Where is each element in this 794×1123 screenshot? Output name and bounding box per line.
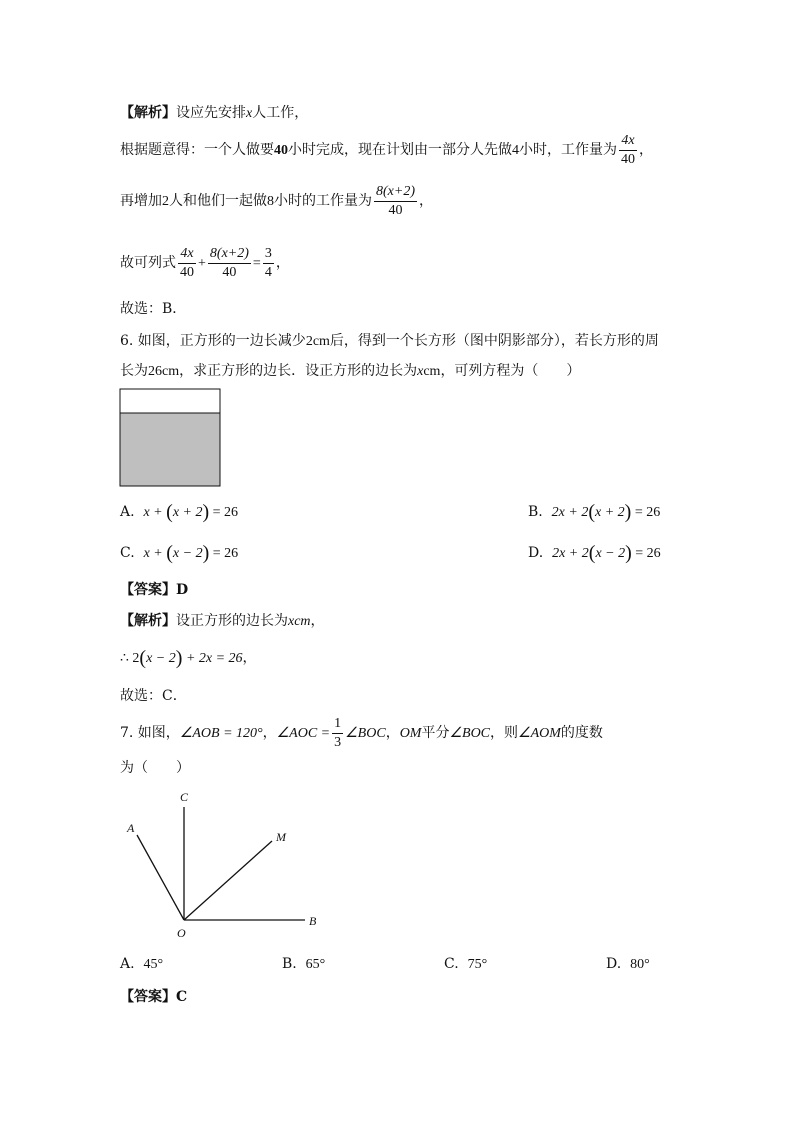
q6-square-figure bbox=[119, 388, 223, 490]
ray-om bbox=[184, 841, 272, 920]
fraction-one-third: $\frac{1}{3}$ bbox=[334, 715, 342, 750]
label-a: A bbox=[127, 821, 135, 835]
label-b: B bbox=[309, 914, 317, 928]
sol5-line1: 【解析】设应先安排x人工作， bbox=[120, 105, 309, 121]
q7-option-b[interactable]: B. 65° bbox=[282, 956, 326, 972]
q6-stem-line2: 长为26cm，求正方形的边长．设正方形的边长为xcm，可列方程为（ ） bbox=[120, 363, 581, 379]
shaded-rectangle bbox=[120, 413, 220, 486]
sol5-line2: 根据题意得：一个人做要40小时完成，现在计划由一部分人先做4小时，工作量为 $\frac{4x}{40}$ ， bbox=[120, 132, 653, 167]
sol5-line3: 再增加2人和他们一起做8小时的工作量为 $\frac{8(x+2)}{40}$ ， bbox=[120, 183, 433, 218]
q7-option-a[interactable]: A. 45° bbox=[120, 956, 164, 972]
q6-solution-line2: ∴ 2(x − 2) + 2x = 26， bbox=[120, 647, 257, 669]
label-c: C bbox=[180, 790, 189, 804]
q7-option-c[interactable]: C. 75° bbox=[444, 956, 488, 972]
q6-option-a[interactable]: A. x + (x + 2) = 26 bbox=[120, 501, 239, 523]
label-o: O bbox=[177, 926, 186, 940]
q6-answer: 【答案】D bbox=[120, 582, 189, 598]
q7-stem-line2: 为（ ） bbox=[120, 760, 190, 776]
label-m: M bbox=[276, 830, 286, 844]
q6-option-d[interactable]: D. 2x + 2(x − 2) = 26 bbox=[528, 542, 661, 564]
q6-stem-line1: 6. 如图，正方形的一边长减少2cm后，得到一个长方形（图中阴影部分），若长方形的周 bbox=[120, 333, 659, 349]
q6-solution-line1: 【解析】设正方形的边长为xcm， bbox=[120, 613, 325, 629]
sol5-equation: 故可列式 $\frac{4x}{40}$ + $\frac{8(x+2)}{40}$ = $\frac{3}{4}$ ， bbox=[120, 245, 290, 280]
q7-option-d[interactable]: D. 80° bbox=[606, 956, 650, 972]
q6-option-b[interactable]: B. 2x + 2(x + 2) = 26 bbox=[528, 501, 661, 523]
q6-option-c[interactable]: C. x + (x − 2) = 26 bbox=[120, 542, 239, 564]
q7-answer: 【答案】C bbox=[120, 989, 188, 1005]
ray-oa bbox=[137, 835, 184, 920]
fraction-8x2-40: $\frac{8(x+2)}{40}$ bbox=[376, 183, 415, 218]
q7-angle-figure bbox=[110, 785, 340, 945]
sol5-choice: 故选：B． bbox=[120, 301, 187, 317]
analysis-label: 【解析】 bbox=[120, 105, 176, 121]
fraction-4x-40: $\frac{4x}{40}$ bbox=[621, 132, 635, 167]
q7-stem-line1: 7. 如图，∠AOB = 120°，∠AOC = $\frac{1}{3}$ ∠BOC，OM平分∠BOC，则∠AOM的度数 bbox=[120, 715, 603, 750]
q6-solution-choice: 故选：C． bbox=[120, 688, 187, 704]
